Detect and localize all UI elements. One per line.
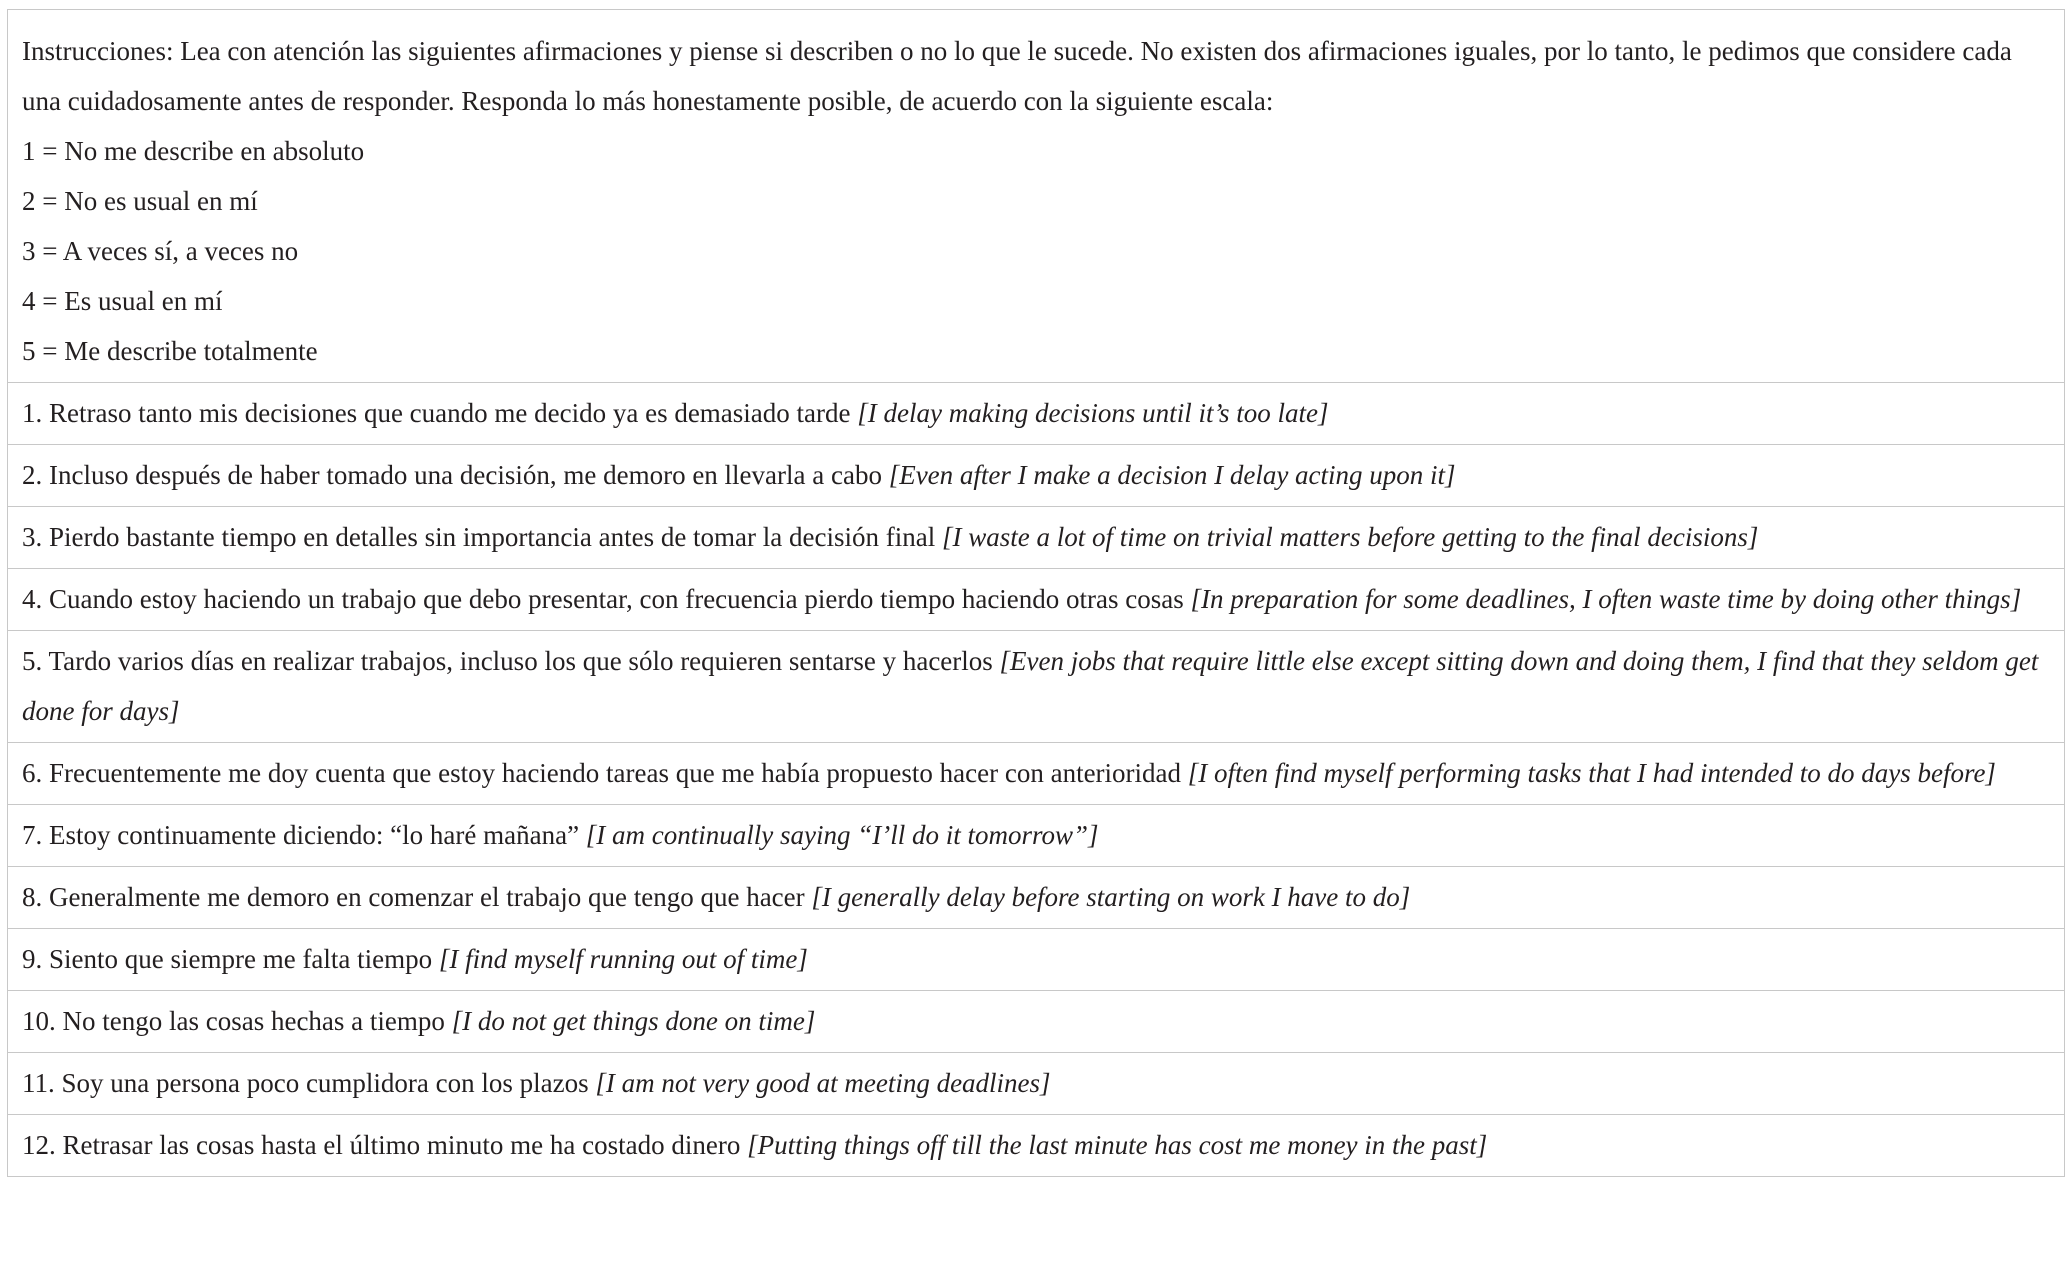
item-text-es: 6. Frecuentemente me doy cuenta que estoy haciendo tareas que me había propuesto hacer con anterioridad [22,758,1188,788]
item-row [8,1053,2065,1115]
item-text-es: 3. Pierdo bastante tiempo en detalles sin importancia antes de tomar la decisión final [22,522,942,552]
item-text-es: 2. Incluso después de haber tomado una decisión, me demoro en llevarla a cabo [22,460,889,490]
item-row [8,867,2065,929]
scale-option-1: 1 = No me describe en absoluto [22,136,365,166]
instructions-text: Instrucciones: Lea con atención las siguientes afirmaciones y piense si describen o no lo que le sucede. No existen dos afirmaciones iguales, por lo tanto, le pedimos que considere cada una cuidadosamente antes de responder. Responda lo más honestamente posible, de acuerdo con la siguiente escala: [22,36,2012,116]
item-text-en: [Even jobs that require little else except sitting down and doing them, I find that they seldom get done for days] [22,646,2039,726]
item-row [8,631,2065,743]
item-cell [8,991,2065,1053]
item-cell [8,445,2065,507]
item-text-en: [I find myself running out of time] [438,944,808,974]
item-text-en: [I am not very good at meeting deadlines] [595,1068,1051,1098]
item-row [8,743,2065,805]
item-cell [8,383,2065,445]
item-text-en: [Putting things off till the last minute has cost me money in the past] [747,1130,1488,1160]
item-text-en: [I am continually saying “I’ll do it tomorrow”] [585,820,1099,850]
item-text-es: 9. Siento que siempre me falta tiempo [22,944,439,974]
item-text-en: [I waste a lot of time on trivial matters before getting to the final decisions] [941,522,1759,552]
scale-option-3: 3 = A veces sí, a veces no [22,236,299,266]
item-text-en: [Even after I make a decision I delay acting upon it] [888,460,1456,490]
item-text-es: 5. Tardo varios días en realizar trabajos, incluso los que sólo requieren sentarse y hacerlos [22,646,1000,676]
questionnaire-table [7,9,2065,1177]
item-cell [8,507,2065,569]
scale-option-4: 4 = Es usual en mí [22,286,223,316]
item-cell [8,743,2065,805]
item-text-en: [In preparation for some deadlines, I often waste time by doing other things] [1190,584,2022,614]
item-text-es: 1. Retraso tanto mis decisiones que cuando me decido ya es demasiado tarde [22,398,858,428]
item-row [8,445,2065,507]
instructions-row [8,10,2065,383]
item-text-en: [I do not get things done on time] [451,1006,816,1036]
item-text-en: [I generally delay before starting on work I have to do] [811,882,1411,912]
item-cell [8,929,2065,991]
instructions-cell [8,10,2065,383]
item-row [8,383,2065,445]
scale-option-5: 5 = Me describe totalmente [22,336,318,366]
item-text-es: 10. No tengo las cosas hechas a tiempo [22,1006,452,1036]
item-cell [8,631,2065,743]
scale-option-2: 2 = No es usual en mí [22,186,258,216]
item-row [8,569,2065,631]
item-cell [8,867,2065,929]
item-row [8,991,2065,1053]
item-row [8,805,2065,867]
item-text-en: [I often find myself performing tasks that I had intended to do days before] [1187,758,1996,788]
item-text-es: 12. Retrasar las cosas hasta el último minuto me ha costado dinero [22,1130,748,1160]
item-text-es: 4. Cuando estoy haciendo un trabajo que debo presentar, con frecuencia pierdo tiempo haciendo otras cosas [22,584,1191,614]
item-text-es: 8. Generalmente me demoro en comenzar el trabajo que tengo que hacer [22,882,812,912]
item-cell [8,805,2065,867]
item-row [8,507,2065,569]
item-text-en: [I delay making decisions until it’s too late] [857,398,1329,428]
item-text-es: 7. Estoy continuamente diciendo: “lo haré mañana” [22,820,586,850]
item-text-es: 11. Soy una persona poco cumplidora con los plazos [22,1068,596,1098]
item-row [8,1115,2065,1177]
item-row [8,929,2065,991]
item-cell [8,1115,2065,1177]
item-cell [8,569,2065,631]
item-cell [8,1053,2065,1115]
